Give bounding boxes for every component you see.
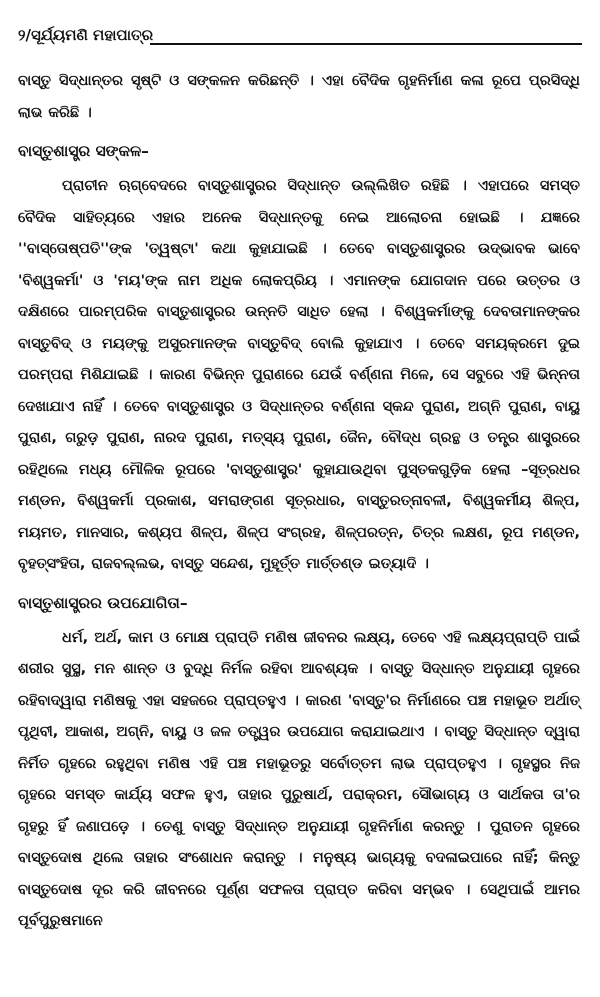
compilation-paragraph: ପ୍ରାଚୀନ ଋଗ୍‌ବେଦରେ ବାସ୍ତୁଶାସ୍ତ୍ରର ସିଦ୍ଧାନ୍ତ ଉଲ୍ଲିଖିତ ରହିଛି । ଏହାପରେ ସମସ୍ତ ବୈଦିକ ସାହିତ୍ୟରେ ଏହାର ଅନେକ ସିଦ୍ଧାନ୍ତକୁ ନେଇ ଆଲୋଚନା ହୋଇଛି । ଯଜ୍ଞରେ ''ବାସ୍ତୋଷ୍ପତି''ଙ୍କ 'ତ୍ୱଷ୍ଟା' କଥା କୁହାଯାଇଛି । ତେବେ ବାସ୍ତୁଶାସ୍ତ୍ରର ଉଦ୍‌ଭାବକ ଭାବେ 'ବିଶ୍ୱକର୍ମା' ଓ 'ମୟ'ଙ୍କ ନାମ ଅଧିକ ଲୋକପ୍ରିୟ । ଏମାନଙ୍କ ଯୋଗଦାନ ପରେ ଉତ୍ତର ଓ ଦକ୍ଷିଣରେ ପାରମ୍ପରିକ ବାସ୍ତୁଶାସ୍ତ୍ରର ଉନ୍ନତି ସାଧିତ ହେଲା । ବିଶ୍ୱକର୍ମାଙ୍କୁ ଦେବତାମାନଙ୍କର ବାସ୍ତୁବିଦ୍ ଓ ମୟଙ୍କୁ ଅସୁରମାନଙ୍କ ବାସ୍ତୁବିଦ୍ ବୋଲି କୁହାଯାଏ । ତେବେ ସମୟକ୍ରମେ ଦୁଇ ପରମ୍ପରା ମିଶିଯାଇଛି । କାରଣ ବିଭିନ୍ନ ପୁରାଣରେ ଯେଉଁ ବର୍ଣ୍ଣନା ମିଳେ, ସେ ସବୁରେ ଏହି ଭିନ୍ନତା ଦେଖାଯାଏ ନାହିଁ । ତେବେ ବାସ୍ତୁଶାସ୍ତ୍ର ଓ ସିଦ୍ଧାନ୍ତର ବର୍ଣ୍ଣନା ସ୍କନ୍ଦ ପୁରାଣ, ଅଗ୍ନି ପୁରାଣ, ବାୟୁ ପୁରାଣ, ଗରୁଡ଼ ପୁରାଣ, ନାରଦ ପୁରାଣ, ମତ୍ସ୍ୟ ପୁରାଣ, ଜୈନ, ବୌଦ୍ଧ ଗ୍ରନ୍ଥ ଓ ତନ୍ତ୍ର ଶାସ୍ତ୍ରରେ ରହିଥିଲେ ମଧ୍ୟ ମୌଳିକ ରୂପରେ 'ବାସ୍ତୁଶାସ୍ତ୍ର' କୁହାଯାଉଥିବା ପୁସ୍ତକଗୁଡ଼ିକ ହେଲା –ସୂତ୍ରଧର ମଣ୍ଡନ, ବିଶ୍ୱକର୍ମା ପ୍ରକାଶ, ସମରାଙ୍ଗଣ ସୂତ୍ରଧାର, ବାସ୍ତୁରତ୍ନାବଳୀ, ବିଶ୍ୱକର୍ମୀୟ ଶିଳ୍ପ, ମୟମତ, ମାନସାର, କଶ୍ୟପ ଶିଳ୍ପ, ଶିଳ୍ପ ସଂଗ୍ରହ, ଶିଳ୍ପରତ୍ନ, ଚିତ୍ର ଲକ୍ଷଣ, ରୂପ ମଣ୍ଡନ, ବୃହତ୍‌ସଂହିତା, ରାଜବଲ୍ଲଭ, ବାସ୍ତୁ ସନ୍ଦେଶ, ମୁହୂର୍ତ୍ତ ମାର୍ତ୍ତଣ୍ଡ ଇତ୍ୟାଦି । [18, 178, 580, 572]
section-heading-usefulness: ବାସ୍ତୁଶାସ୍ତ୍ରର ଉପଯୋଗିତା– [18, 593, 188, 612]
header-rule [150, 43, 582, 45]
section-heading-compilation: ବାସ୍ତୁଶାସ୍ତ୍ର ସଙ୍କଳ– [18, 142, 149, 160]
running-header: ୨/ସୂର୍ଯ୍ୟମଣି ମହାପାତ୍ର [18, 26, 154, 44]
usefulness-paragraph: ଧର୍ମ, ଅର୍ଥ, କାମ ଓ ମୋକ୍ଷ ପ୍ରାପ୍ତି ମଣିଷ ଜୀବନର ଲକ୍ଷ୍ୟ, ତେବେ ଏହି ଲକ୍ଷ୍ୟପ୍ରାପ୍ତି ପାଇଁ ଶରୀର ସୁସ୍ଥ, ମନ ଶାନ୍ତ ଓ ବୁଦ୍ଧି ନିର୍ମଳ ରହିବା ଆବଶ୍ୟକ । ବାସ୍ତୁ ସିଦ୍ଧାନ୍ତ ଅନୁଯାୟୀ ଗୃହରେ ରହିବାଦ୍ୱାରା ମଣିଷକୁ ଏହା ସହଜରେ ପ୍ରାପ୍ତହୁଏ । କାରଣ 'ବାସ୍ତୁ'ର ନିର୍ମାଣରେ ପଞ୍ଚ ମହାଭୂତ ଅର୍ଥାତ୍ ପୃଥିବୀ, ଆକାଶ, ଅଗ୍ନି, ବାୟୁ ଓ ଜଳ ତତ୍ତ୍ୱର ଉପଯୋଗ କରାଯାଇଥାଏ । ବାସ୍ତୁ ସିଦ୍ଧାନ୍ତ ଦ୍ୱାରା ନିର୍ମିତ ଗୃହରେ ରହୁଥିବା ମଣିଷ ଏହି ପଞ୍ଚ ମହାଭୂତରୁ ସର୍ବୋତ୍ତମ ଲାଭ ପ୍ରାପ୍ତହୁଏ । ଗୃହସ୍ଥର ନିଜ ଗୃହରେ ସମସ୍ତ କାର୍ଯ୍ୟ ସଫଳ ହୁଏ, ତାହାର ପୁରୁଷାର୍ଥ, ପରାକ୍ରମ, ସୌଭାଗ୍ୟ ଓ ସାର୍ଥକତା ତା'ର ଗୃହରୁ ହିଁ ଜଣାପଡ଼େ । ତେଣୁ ବାସ୍ତୁ ସିଦ୍ଧାନ୍ତ ଅନୁଯାୟୀ ଗୃହନିର୍ମାଣ କରନ୍ତୁ । ପୁରାତନ ଗୃହରେ ବାସ୍ତୁଦୋଷ ଥିଲେ ତାହାର ସଂଶୋଧନ କରାନ୍ତୁ । ମନୁଷ୍ୟ ଭାଗ୍ୟକୁ ବଦଳାଇପାରେ ନାହିଁ; କିନ୍ତୁ ବାସ୍ତୁଦୋଷ ଦୂର କରି ଜୀବନରେ ପୂର୍ଣ୍ଣ ସଫଳତା ପ୍ରାପ୍ତ କରିବା ସମ୍ଭବ । ସେଥିପାଇଁ ଆମର ପୂର୍ବପୁରୁଷମାନେ [18, 629, 580, 929]
intro-paragraph: ବାସ୍ତୁ ସିଦ୍ଧାନ୍ତର ସୃଷ୍ଟି ଓ ସଙ୍କଳନ କରିଛନ୍ତି । ଏହା ବୈଦିକ ଗୃହନିର୍ମାଣ କଳା ରୂପେ ପ୍ରସିଦ୍ଧି ଲାଭ କରିଛି । [18, 73, 580, 121]
page-body [18, 66, 580, 938]
